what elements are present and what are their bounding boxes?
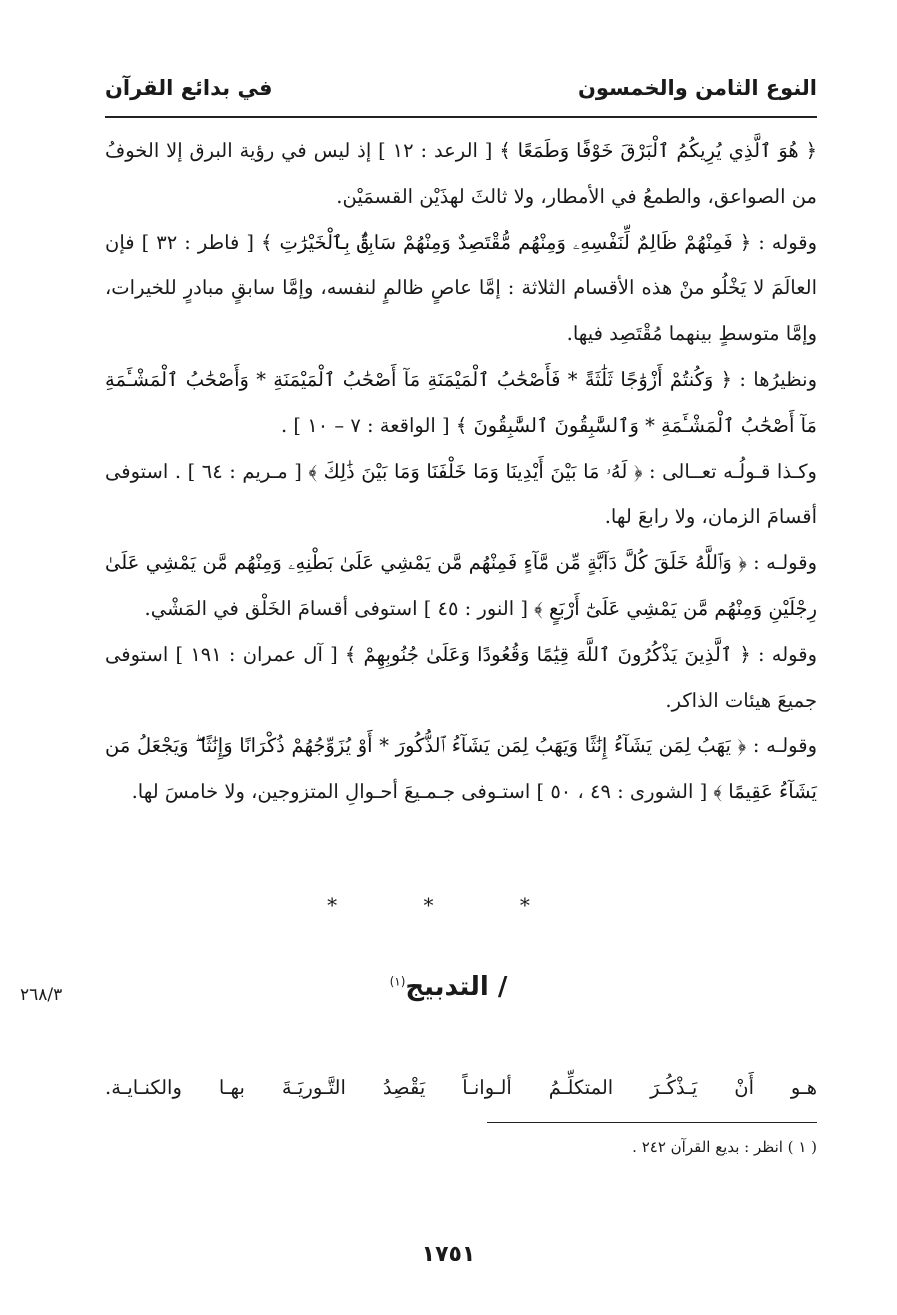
paragraph-text: إذ ليس في رؤية البرق إلا الخوفُ من الصواعق، والطمعُ في الأمطار، ولا ثالثَ لهذَيْن القسمَيْن.: [105, 139, 817, 208]
paragraph-lead: وقولـه :: [753, 551, 817, 575]
verse-reference: [ الواقعة : ٧ – ١٠ ]: [293, 413, 450, 437]
paragraph-lead: وقوله :: [758, 642, 817, 666]
paragraph-text: استـوفى جـمـيعَ أحـوالِ المتزوجين، ولا خامسَ لها.: [131, 780, 531, 804]
paragraph: [105, 449, 817, 541]
footnote: ( ١ ) انظر : بديع القرآن ٢٤٢ .: [632, 1138, 817, 1156]
paragraph-lead: ونظيرُها :: [739, 367, 817, 391]
page-number: ١٧٥١: [421, 1242, 476, 1267]
verse-reference: [ النور : ٤٥ ]: [423, 596, 528, 620]
margin-reference: ٢٦٨/٣: [20, 985, 63, 1005]
verse-reference: [ الرعد : ١٢ ]: [378, 139, 493, 162]
quran-verse: ﴿ وَكُنتُمْ أَزْوَٰجًا ثَلَٰثَةً * فَأَصْحَٰبُ ٱلْمَيْمَنَةِ مَآ أَصْحَٰبُ ٱلْمَيْمَنَةِ * وَأَصْحَٰبُ ٱلْمَشْـَٔمَةِ مَآ أَصْحَٰبُ ٱلْمَشْـَٔمَةِ * وَٱلسَّٰبِقُونَ ٱلسَّٰبِقُونَ ﴾: [105, 367, 817, 437]
section-heading: [0, 972, 897, 1002]
paragraph: [105, 357, 817, 449]
verse-reference: [ آل عمران : ١٩١ ]: [175, 642, 338, 666]
quran-verse: ﴿ فَمِنْهُمْ ظَالِمٌ لِّنَفْسِهِۦ وَمِنْهُم مُّقْتَصِدٌ وَمِنْهُمْ سَابِقٌۢ بِٱلْخَيْرَٰتِ ﴾: [261, 230, 752, 254]
paragraph-text: فإن العالَمَ لا يَخْلُو منْ هذه الأقسام الثلاثة : إمَّا عاصٍ ظالمٍ لنفسه، وإمَّا سابقٍ مبادرٍ للخيرات، وإمَّا متوسطٍ بينهما مُقْتَصِد فيها.: [105, 230, 817, 346]
running-header: [105, 72, 817, 112]
footnote-marker: (١): [389, 974, 406, 989]
paragraph-text: استوفى أقسامَ الخَلْق في المَشْي.: [144, 596, 418, 620]
quran-verse: ﴿ ٱلَّذِينَ يَذْكُرُونَ ٱللَّهَ قِيَٰمًا وَقُعُودًا وَعَلَىٰ جُنُوبِهِمْ ﴾: [344, 642, 751, 666]
paragraph: [105, 632, 817, 724]
paragraph-lead: وقولـه :: [752, 734, 817, 758]
body-text: [105, 128, 817, 815]
quran-verse: ﴿ هُوَ ٱلَّذِي يُرِيكُمُ ٱلْبَرْقَ خَوْفًا وَطَمَعًا ﴾: [499, 139, 817, 162]
book-title: في بدائع القرآن: [105, 76, 273, 100]
paragraph: [105, 220, 817, 357]
chapter-title: النوع الثامن والخمسون: [577, 76, 817, 100]
paragraph-text: استوفى جميعَ هيئات الذاكر.: [105, 642, 817, 712]
header-rule: [105, 116, 817, 118]
verse-reference: [ مـريم : ٦٤ ]: [187, 459, 302, 483]
heading-slash: /: [497, 972, 508, 1002]
paragraph-lead: وكـذا قـولُـه تعــالى :: [649, 459, 817, 483]
quran-verse: ﴿ لَهُۥ مَا بَيْنَ أَيْدِينَا وَمَا خَلْفَنَا وَمَا بَيْنَ ذَٰلِكَ ﴾: [308, 459, 643, 483]
heading-title: التدبيج: [405, 972, 489, 1002]
paragraph: [105, 540, 817, 632]
definition-text: هـو أَنْ يَـذْكُـرَ المتكلِّـمُ ألـوانـاً يَقْصِدُ التَّـوريَـةَ بهـا والكنـايـة.: [105, 1076, 817, 1099]
paragraph-lead: وقوله :: [758, 230, 818, 254]
quran-verse: ﴿ وَٱللَّهُ خَلَقَ كُلَّ دَآبَّةٍ مِّن مَّآءٍ فَمِنْهُم مَّن يَمْشِي عَلَىٰ بَطْنِهِۦ وَمِنْهُم مَّن يَمْشِي عَلَىٰ رِجْلَيْنِ وَمِنْهُم مَّن يَمْشِي عَلَىٰٓ أَرْبَعٍ ﴾: [105, 551, 817, 620]
footnote-rule: [487, 1122, 817, 1123]
paragraph-text: . استوفى أقسامَ الزمان، ولا رابعَ لها.: [105, 459, 817, 529]
section-separator: * * *: [327, 893, 570, 917]
verse-reference: [ الشورى : ٤٩ ، ٥٠ ]: [536, 780, 708, 804]
paragraph: [105, 128, 817, 220]
quran-verse: ﴿ يَهَبُ لِمَن يَشَآءُ إِنَٰثًا وَيَهَبُ لِمَن يَشَآءُ ٱلذُّكُورَ * أَوْ يُزَوِّجُهُمْ ذُكْرَانًا وَإِنَٰثًا ۖ وَيَجْعَلُ مَن يَشَآءُ عَقِيمًا ﴾: [105, 734, 817, 804]
verse-reference: [ فاطر : ٣٢ ]: [141, 230, 255, 254]
paragraph-text: .: [281, 413, 288, 437]
paragraph: [105, 723, 817, 815]
